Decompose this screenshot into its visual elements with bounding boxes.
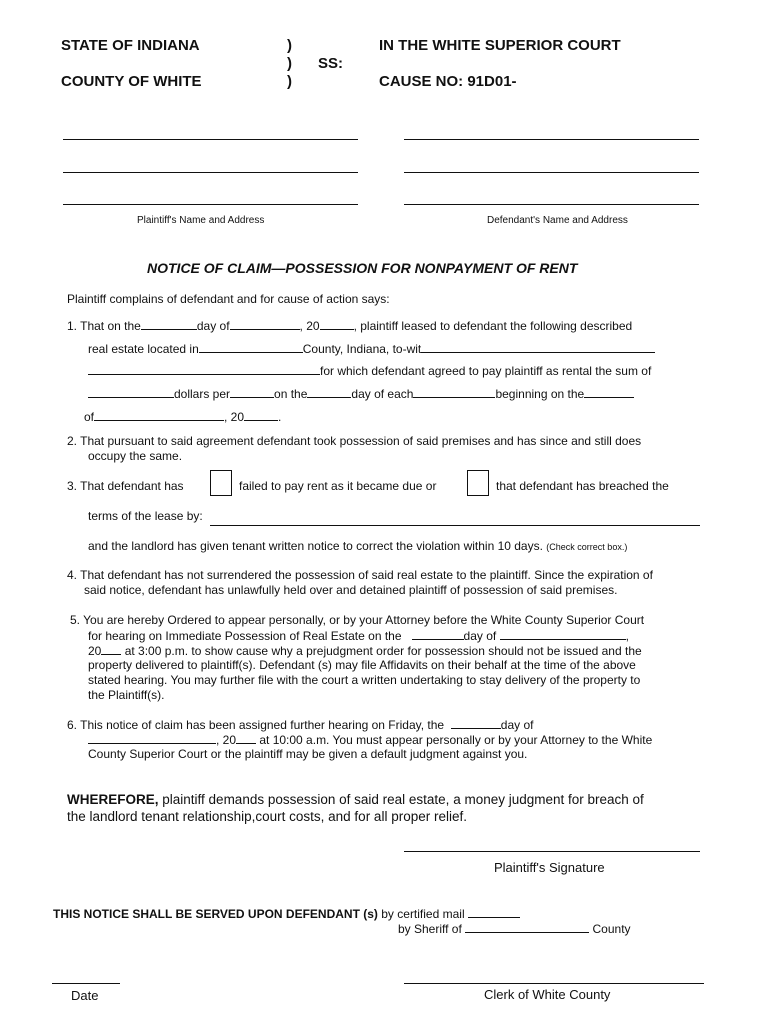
p1-line-d: dollars per on the day of each beginning on the — [88, 386, 634, 402]
wherefore-lead: WHEREFORE, — [67, 792, 159, 807]
plaintiff-signature-label: Plaintiff's Signature — [494, 860, 605, 875]
further-hearing-month-blank[interactable] — [88, 732, 216, 744]
clerk-label: Clerk of White County — [484, 987, 611, 1002]
legal-description-blank[interactable] — [88, 363, 320, 375]
start-year-blank[interactable] — [244, 409, 278, 421]
p5-line4: property delivered to plaintiff(s). Defendant (s) may file Affidavits on their behalf at the time of the above — [88, 658, 636, 672]
service-line: THIS NOTICE SHALL BE SERVED UPON DEFENDANT (s) by certified mail — [53, 906, 520, 921]
plaintiff-caption: Plaintiff's Name and Address — [137, 215, 265, 226]
caption-paren: ) — [287, 37, 292, 54]
nonpayment-checkbox[interactable] — [210, 470, 232, 496]
p1-line-b: real estate located in County, Indiana, to-wit — [88, 341, 655, 357]
state-label: STATE OF INDIANA — [61, 37, 200, 54]
year-blank[interactable] — [320, 318, 354, 330]
clerk-signature-line[interactable] — [404, 983, 704, 984]
defendant-caption: Defendant's Name and Address — [487, 215, 628, 226]
defendant-line[interactable] — [404, 172, 699, 173]
p4-line1: 4. That defendant has not surrendered the possession of said real estate to the plaintiff. Since the expiration of — [67, 568, 653, 582]
p2-line1: 2. That pursuant to said agreement defendant took possession of said premises and has since and still does — [67, 434, 642, 448]
defendant-line[interactable] — [404, 204, 699, 205]
p1-line-c: for which defendant agreed to pay plaintiff as rental the sum of — [88, 363, 651, 379]
intro-text: Plaintiff complains of defendant and for cause of action says: — [67, 292, 390, 306]
p6-line3: County Superior Court or the plaintiff may be given a default judgment against you. — [88, 747, 528, 761]
cause-number: CAUSE NO: 91D01- — [379, 73, 517, 90]
start-month-blank[interactable] — [94, 409, 224, 421]
period-blank[interactable] — [413, 386, 495, 398]
date-label: Date — [71, 988, 99, 1003]
breach-checkbox[interactable] — [467, 470, 489, 496]
p3-option-a: failed to pay rent as it became due or — [239, 479, 437, 493]
ss-label: SS: — [318, 55, 344, 72]
p6-line2: , 20 at 10:00 a.m. You must appear personally or by your Attorney to the White — [88, 732, 652, 748]
p1-line-a: 1. That on the day of , 20 , plaintiff leased to defendant the following described — [67, 319, 633, 333]
start-day-blank[interactable] — [584, 386, 634, 398]
date-line[interactable] — [52, 983, 120, 984]
defendant-line[interactable] — [404, 139, 699, 140]
certified-mail-blank[interactable] — [468, 906, 520, 918]
month-blank[interactable] — [230, 318, 300, 330]
further-hearing-year-blank[interactable] — [236, 732, 256, 744]
p5-line1: 5. You are hereby Ordered to appear personally, or by your Attorney before the White County Superior Court — [70, 613, 645, 627]
p5-line2: for hearing on Immediate Possession of Real Estate on the day of , — [88, 629, 629, 643]
sheriff-line: by Sheriff of County — [398, 922, 631, 936]
plaintiff-line[interactable] — [63, 204, 358, 205]
p1-line-e: of , 20 . — [84, 410, 282, 424]
period-blank[interactable] — [230, 386, 274, 398]
location-blank[interactable] — [199, 341, 303, 353]
check-correct-note: (Check correct box.) — [546, 542, 628, 552]
p3-option-b: that defendant has breached the — [496, 479, 669, 493]
p2-line2: occupy the same. — [88, 449, 183, 463]
plaintiff-line[interactable] — [63, 139, 358, 140]
due-day-blank[interactable] — [307, 386, 351, 398]
p5-line3: 20 at 3:00 p.m. to show cause why a prejudgment order for possession should not be issued and the — [88, 644, 642, 658]
plaintiff-line[interactable] — [63, 172, 358, 173]
p5-line5: stated hearing. You may further file with the court a written undertaking to stay delivery of the property to — [88, 673, 641, 687]
caption-paren: ) — [287, 55, 292, 72]
p4-line2: said notice, defendant has unlawfully held over and detained plaintiff of possession of said premises. — [84, 583, 618, 597]
wherefore-line2: the landlord tenant relationship,court costs, and for all proper relief. — [67, 809, 467, 824]
hearing-month-blank[interactable] — [500, 628, 626, 640]
p3-notice-text: and the landlord has given tenant written notice to correct the violation within 10 days. (Check correct box.) — [88, 539, 628, 553]
county-label: COUNTY OF WHITE — [61, 73, 202, 90]
court-label: IN THE WHITE SUPERIOR COURT — [379, 37, 621, 54]
rent-amount-blank[interactable] — [88, 386, 174, 398]
further-hearing-day-blank[interactable] — [451, 717, 501, 729]
service-notice: THIS NOTICE SHALL BE SERVED UPON DEFENDANT (s) — [53, 907, 378, 921]
p3-terms-label: terms of the lease by: — [88, 509, 203, 523]
hearing-year-blank[interactable] — [101, 643, 121, 655]
p6-line1: 6. This notice of claim has been assigned further hearing on Friday, the day of — [67, 718, 534, 732]
form-title: NOTICE OF CLAIM—POSSESSION FOR NONPAYMENT OF RENT — [147, 260, 578, 276]
hearing-day-blank[interactable] — [412, 628, 464, 640]
p3-label: 3. That defendant has — [67, 479, 184, 493]
legal-description-blank[interactable] — [421, 341, 655, 353]
breach-terms-blank[interactable] — [210, 525, 700, 526]
p5-line6: the Plaintiff(s). — [88, 688, 165, 702]
plaintiff-signature-line[interactable] — [404, 851, 700, 852]
wherefore-line1: WHEREFORE, plaintiff demands possession of said real estate, a money judgment for breach of — [67, 792, 644, 807]
caption-paren: ) — [287, 73, 292, 90]
sheriff-county-blank[interactable] — [465, 921, 589, 933]
day-blank[interactable] — [141, 318, 197, 330]
